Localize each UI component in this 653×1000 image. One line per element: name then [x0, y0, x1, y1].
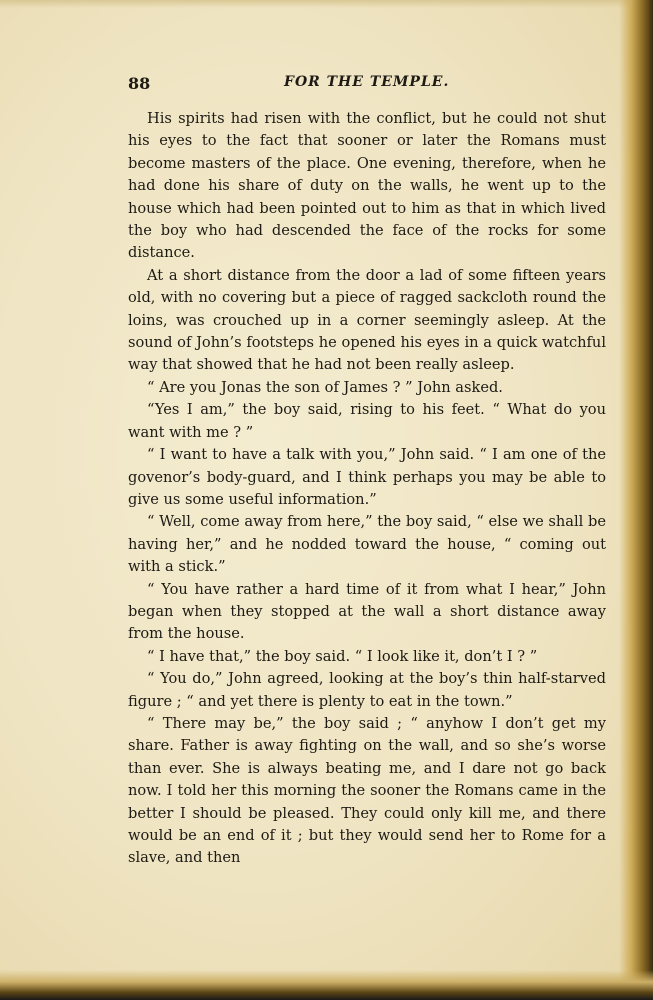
- paragraph: “ Are you Jonas the son of James ? ” John asked.: [147, 378, 503, 396]
- paragraph: At a short distance from the door a lad of some fifteen years old, with no covering but a piece of ragged sackcloth round the loins, was crouched up in a corner seemingly asleep. At the sound of John’s footsteps he opened his eyes in a quick watchful way that showed that he had not been really asleep.: [128, 266, 606, 374]
- page-top-edge: [0, 0, 653, 8]
- running-title: FOR THE TEMPLE.: [284, 74, 450, 90]
- page-bottom-edge: [0, 970, 653, 1000]
- paragraph: “ I want to have a talk with you,” John said. “ I am one of the govenor’s body-guard, and I think perhaps you may be able to give us some useful information.”: [128, 446, 606, 508]
- body-text: [128, 108, 606, 870]
- paragraph: His spirits had risen with the conflict, but he could not shut his eyes to the fact that sooner or later the Romans must become masters of the place. One evening, therefore, when he had done his share of duty on the walls, he went up to the house which had been pointed out to him as that in which lived the boy who had descended the face of the rocks for some distance.: [128, 110, 606, 262]
- paragraph: “ There may be,” the boy said ; “ anyhow I don’t get my share. Father is away fighting on the wall, and so she’s worse than ever. She is always beating me, and I dare not go back now. I told her this morning the sooner the Romans came in the better I should be pleased. They could only kill me, and there would be an end of it ; but they would send her to Rome for a slave, and then: [128, 714, 606, 867]
- paragraph: “Yes I am,” the boy said, rising to his feet. “ What do you want with me ? ”: [128, 401, 606, 441]
- paragraph: “ You have rather a hard time of it from what I hear,” John began when they stopped at the wall a short distance away from the house.: [128, 580, 606, 643]
- paragraph: “ You do,” John agreed, looking at the boy’s thin half-starved figure ; “ and yet there is plenty to eat in the town.”: [128, 670, 606, 710]
- page-header: [128, 74, 606, 96]
- paragraph: “ Well, come away from here,” the boy said, “ else we shall be having her,” and he nodded toward the house, “ coming out with a stick.”: [128, 513, 606, 576]
- page-right-edge: [619, 0, 653, 1000]
- paragraph: “ I have that,” the boy said. “ I look like it, don’t I ? ”: [147, 647, 538, 665]
- page-number: 88: [128, 74, 151, 93]
